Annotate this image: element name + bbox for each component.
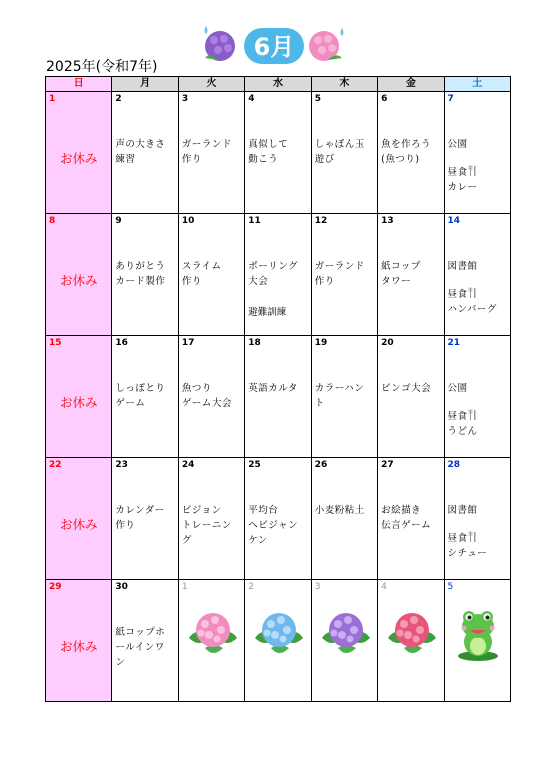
- event-text: [115, 381, 175, 411]
- day-cell: [245, 214, 311, 336]
- lunch-row: [448, 165, 508, 180]
- lunch-menu: ハンバーグ: [447, 304, 497, 315]
- day-number: 1: [181, 582, 188, 592]
- day-cell: [378, 458, 444, 580]
- day-cell: [378, 214, 444, 336]
- month-badge: [244, 28, 304, 64]
- day-number: 25: [248, 460, 261, 470]
- calendar-week-row: [46, 580, 511, 702]
- event-secondary: 避難訓練: [248, 307, 287, 318]
- event-line: 小麦粉粘土: [314, 505, 365, 516]
- pink-hydrangea-icon: [309, 31, 342, 61]
- day-number: 8: [49, 216, 56, 226]
- event-text: [315, 381, 375, 411]
- lunch-row: [448, 287, 508, 302]
- day-number: 3: [181, 94, 189, 104]
- day-number: 13: [381, 216, 394, 226]
- lunch-menu: カレー: [447, 182, 478, 193]
- day-number: 27: [381, 460, 394, 470]
- event-text: [182, 503, 242, 548]
- event-line: 作り: [181, 276, 202, 287]
- day-cell: [311, 92, 377, 214]
- calendar-table: [45, 76, 511, 702]
- holiday-label: お休み: [59, 517, 98, 532]
- day-cell-sunday: [46, 458, 112, 580]
- event-line: 平均台: [248, 505, 279, 516]
- event-line: へビジャン: [248, 520, 299, 531]
- calendar-week-row: [46, 458, 511, 580]
- day-number: 28: [447, 460, 461, 470]
- weekday-wed: 水: [245, 77, 311, 92]
- lunch-row: [448, 531, 508, 546]
- event-text: [381, 259, 441, 289]
- saturday-outing: [448, 381, 508, 439]
- day-number: 2: [115, 94, 122, 104]
- day-number: 2: [248, 582, 254, 592]
- day-cell: [112, 92, 178, 214]
- frog-icon: [455, 606, 501, 662]
- event-line: カード製作: [115, 276, 166, 287]
- lunch-row: [448, 409, 508, 424]
- lunch-menu: うどん: [447, 426, 478, 437]
- event-line: ールインワ: [115, 642, 165, 653]
- event-text: [315, 137, 375, 167]
- holiday-label: お休み: [59, 395, 98, 410]
- event-line: 動こう: [248, 154, 279, 165]
- day-number: 20: [381, 338, 394, 348]
- day-cell: [245, 336, 311, 458]
- event-line: グ: [181, 535, 192, 546]
- day-cell: [245, 92, 311, 214]
- event-line: 遊び: [314, 154, 335, 165]
- event-line: (魚つり): [381, 154, 420, 165]
- day-cell: [378, 336, 444, 458]
- event-text: [115, 259, 175, 289]
- lunch-label: 昼食: [447, 167, 468, 178]
- calendar-week-row: [46, 336, 511, 458]
- event-line: ビンゴ大会: [381, 383, 432, 394]
- outing-place: 図書館: [447, 261, 478, 272]
- day-number: 24: [181, 460, 195, 470]
- outing-place: 図書館: [447, 505, 478, 516]
- event-text: [182, 381, 242, 411]
- lunch-label: 昼食: [447, 533, 468, 544]
- event-line: 紙コップホ: [115, 627, 166, 638]
- fork-knife-icon: [468, 287, 478, 299]
- event-line: 魚つり: [181, 383, 212, 394]
- event-line: カレンダー: [115, 505, 165, 516]
- event-line: しっぽとり: [115, 383, 166, 394]
- event-text: [381, 503, 441, 533]
- event-line: 声の大きさ: [115, 139, 166, 150]
- raindrop-icon: [205, 26, 208, 34]
- holiday-label: お休み: [59, 151, 98, 166]
- event-line: 作り: [314, 276, 335, 287]
- event-line: ト: [314, 398, 325, 409]
- day-cell: [311, 580, 377, 702]
- saturday-outing: [448, 259, 508, 317]
- weekday-mon: 月: [112, 77, 178, 92]
- event-line: 伝言ゲーム: [381, 520, 432, 531]
- day-number: 22: [49, 460, 62, 470]
- day-cell-sunday: [46, 580, 112, 702]
- day-cell: [178, 92, 244, 214]
- day-cell: [112, 458, 178, 580]
- day-cell: [112, 336, 178, 458]
- weekday-tue: 火: [178, 77, 244, 92]
- day-number: 29: [49, 582, 62, 592]
- day-number: 4: [381, 582, 387, 592]
- day-cell-sunday: [46, 336, 112, 458]
- day-number: 3: [314, 582, 321, 592]
- event-line: 魚を作ろう: [381, 139, 432, 150]
- event-line: ボーリング: [248, 261, 299, 272]
- event-line: ゲーム: [115, 398, 146, 409]
- day-number: 19: [314, 338, 328, 348]
- year-title: 2025年(令和7年): [46, 59, 158, 75]
- event-line: ビジョン: [181, 505, 222, 516]
- day-cell: [378, 92, 444, 214]
- day-number: 11: [248, 216, 261, 226]
- fork-knife-icon: [468, 409, 478, 421]
- day-cell-saturday: [444, 458, 510, 580]
- hydrangea-icon: [318, 608, 374, 658]
- raindrop-icon: [341, 28, 344, 36]
- day-cell: [178, 336, 244, 458]
- day-cell-saturday: [444, 92, 510, 214]
- weekday-header-row: [46, 77, 511, 92]
- day-cell: [311, 214, 377, 336]
- lunch-label: 昼食: [447, 289, 468, 300]
- day-number: 18: [248, 338, 261, 348]
- day-number: 15: [49, 338, 62, 348]
- event-line: スライム: [181, 261, 222, 272]
- event-line: ガーランド: [181, 139, 232, 150]
- day-cell-sunday: [46, 92, 112, 214]
- day-cell-saturday: [444, 580, 510, 702]
- day-number: 5: [314, 94, 321, 104]
- day-number: 4: [248, 94, 255, 104]
- event-text: [248, 259, 308, 289]
- event-text: [182, 137, 242, 167]
- event-line: 大会: [248, 276, 269, 287]
- holiday-label: お休み: [59, 273, 98, 288]
- saturday-outing: [448, 137, 508, 195]
- holiday-label: お休み: [59, 639, 98, 654]
- day-cell: [112, 214, 178, 336]
- event-line: 紙コップ: [381, 261, 421, 272]
- day-cell: [245, 458, 311, 580]
- day-cell: [245, 580, 311, 702]
- event-text: [248, 137, 308, 167]
- event-line: タワー: [381, 276, 412, 287]
- event-line: 練習: [115, 154, 136, 165]
- saturday-outing: [448, 503, 508, 561]
- weekday-sun: 日: [46, 77, 112, 92]
- day-number: 23: [115, 460, 128, 470]
- day-cell: [112, 580, 178, 702]
- hydrangea-icon: [384, 608, 440, 658]
- lunch-label: 昼食: [447, 411, 468, 422]
- event-line: しゃぼん玉: [314, 139, 365, 150]
- day-number: 17: [181, 338, 195, 348]
- day-number: 1: [49, 94, 56, 104]
- event-text: [248, 381, 308, 396]
- calendar-week-row: [46, 214, 511, 336]
- event-text: [115, 137, 175, 167]
- day-number: 21: [447, 338, 461, 348]
- day-number: 30: [115, 582, 128, 592]
- outing-place: 公園: [447, 383, 468, 394]
- day-cell-saturday: [444, 336, 510, 458]
- event-line: ケン: [248, 535, 268, 546]
- day-number: 12: [314, 216, 328, 226]
- month-label: 6月: [253, 33, 295, 61]
- hydrangea-icon: [185, 608, 241, 658]
- day-cell: [178, 458, 244, 580]
- event-line: ガーランド: [314, 261, 365, 272]
- calendar-week-row: [46, 92, 511, 214]
- outing-place: 公園: [447, 139, 468, 150]
- event-line: ン: [115, 657, 126, 668]
- event-line: ありがとう: [115, 261, 166, 272]
- event-line: 作り: [181, 154, 202, 165]
- month-header-art: [200, 22, 345, 70]
- event-text: [248, 503, 308, 548]
- day-cell: [311, 458, 377, 580]
- event-text: [381, 137, 441, 167]
- event-text: [115, 625, 175, 670]
- event-line: 作り: [115, 520, 136, 531]
- day-number: 14: [447, 216, 461, 226]
- purple-hydrangea-icon: [205, 31, 235, 61]
- hydrangea-icon: [251, 608, 307, 658]
- event-line: ゲーム大会: [181, 398, 232, 409]
- lunch-menu: シチュー: [447, 548, 488, 559]
- day-cell: [311, 336, 377, 458]
- event-text: [115, 503, 175, 533]
- day-number: 5: [447, 582, 454, 592]
- day-cell: [178, 214, 244, 336]
- day-number: 7: [447, 94, 454, 104]
- event-text: [182, 259, 242, 289]
- day-cell: [178, 580, 244, 702]
- weekday-thu: 木: [311, 77, 377, 92]
- day-number: 9: [115, 216, 122, 226]
- day-number: 26: [314, 460, 328, 470]
- weekday-fri: 金: [378, 77, 444, 92]
- day-number: 6: [381, 94, 388, 104]
- fork-knife-icon: [468, 531, 478, 543]
- day-number: 16: [115, 338, 128, 348]
- day-number: 10: [181, 216, 195, 226]
- day-cell: [378, 580, 444, 702]
- event-line: お絵描き: [381, 505, 422, 516]
- event-line: トレーニン: [181, 520, 232, 531]
- event-line: カラーハン: [314, 383, 365, 394]
- day-cell-sunday: [46, 214, 112, 336]
- event-line: 英語カルタ: [248, 383, 298, 394]
- event-text: [315, 259, 375, 289]
- event-line: 真似して: [248, 139, 289, 150]
- weekday-sat: 土: [444, 77, 510, 92]
- day-cell-saturday: [444, 214, 510, 336]
- event-text: [315, 503, 375, 518]
- fork-knife-icon: [468, 165, 478, 177]
- event-text: [381, 381, 441, 396]
